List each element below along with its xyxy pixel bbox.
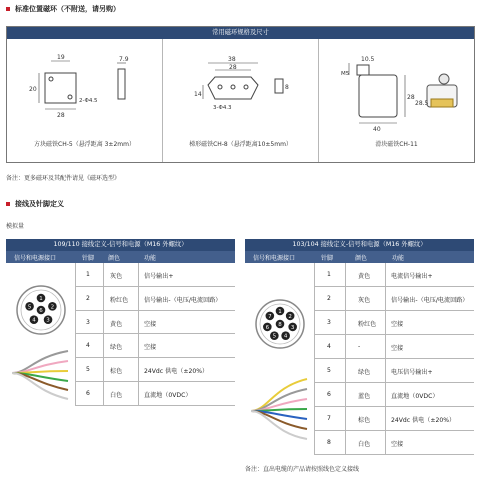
- table-cell-func: 直流地（0VDC）: [144, 391, 192, 399]
- section-title-magnets: [6, 4, 120, 14]
- connector-pin-number: 6: [39, 308, 43, 314]
- cable-wires-icon: [10, 343, 72, 403]
- table-cell-pin: 1: [327, 271, 331, 278]
- section-title-wiring: [6, 199, 64, 209]
- table-cell-pin: 2: [327, 295, 331, 302]
- col-header-function: 功能: [392, 255, 405, 262]
- row-divider: [314, 454, 474, 455]
- table-cell-color: 粉红色: [110, 296, 129, 304]
- col-header-pin: 针脚: [82, 255, 95, 262]
- divider: [75, 263, 76, 406]
- row-divider: [314, 382, 474, 383]
- table-cell-pin: 6: [327, 391, 331, 398]
- table-cell-func: 空接: [391, 345, 404, 352]
- table-cell-pin: 5: [327, 367, 331, 374]
- row-divider: [314, 406, 474, 407]
- connector-pin-number: 2: [288, 313, 292, 320]
- table-cell-color: 黄色: [110, 320, 123, 328]
- row-divider: [75, 405, 235, 406]
- dim-label: 28.5: [415, 100, 429, 107]
- col-header-color: 颜色: [355, 255, 368, 262]
- magnet-ch11-drawing: [319, 39, 474, 139]
- note-magnets: 备注：更多磁环及其配件请见《磁环选型》: [6, 175, 121, 182]
- table-cell-pin: 5: [86, 366, 90, 374]
- table-cell-color: 粉红色: [358, 321, 377, 328]
- table-cell-color: 白色: [358, 441, 371, 448]
- connector-pin-number: 6: [265, 324, 270, 331]
- wiring-table-103-104: [245, 239, 474, 455]
- divider: [385, 263, 386, 455]
- section-marker: [6, 202, 10, 206]
- table-cell-color: 白色: [110, 391, 123, 399]
- table-cell-color: 棕色: [110, 368, 123, 376]
- dim-label: 28: [57, 112, 65, 119]
- section-marker: [6, 7, 10, 11]
- row-divider: [314, 334, 474, 335]
- dim-label: 19: [57, 54, 65, 61]
- connector-pin-number: 8: [278, 322, 282, 328]
- connector-pin-number: 3: [290, 324, 295, 331]
- connector-pin-number: 5: [272, 333, 277, 340]
- table-cell-func: 空接: [391, 321, 404, 328]
- table-title: 103/104 接线定义-信号和电源（M16 外螺纹）: [245, 239, 474, 251]
- magnet-ch11-caption: 滑块磁铁CH-11: [375, 141, 418, 148]
- table-cell-pin: 7: [327, 415, 331, 422]
- table-title: 109/110 接线定义-信号和电源（M16 外螺纹）: [6, 239, 235, 251]
- table-header-row: [245, 251, 474, 263]
- analog-subtitle: 模拟量: [6, 223, 25, 230]
- dim-label: 28: [407, 94, 415, 101]
- divider: [103, 263, 104, 406]
- cable-wires-icon: [249, 371, 311, 451]
- magnet-table-header: 常用磁环规格及尺寸: [7, 27, 474, 39]
- row-divider: [314, 310, 474, 311]
- connector-6pin-icon: [10, 279, 72, 341]
- table-cell-func: 电压信号输出+: [391, 369, 433, 376]
- dim-label: 14: [194, 91, 202, 98]
- connector-8pin-icon: [249, 293, 311, 355]
- row-divider: [314, 358, 474, 359]
- magnet-ch5-caption: 方块磁铁CH-5（悬浮距离 3±2mm）: [34, 141, 135, 148]
- note-cable: 备注：直出电缆的产品请按照线色定义接线: [245, 466, 360, 473]
- table-cell-color: 蓝色: [358, 393, 371, 400]
- row-divider: [75, 357, 235, 358]
- row-divider: [314, 286, 474, 287]
- col-header-color: 颜色: [108, 255, 121, 262]
- divider: [314, 263, 315, 455]
- dim-label: 40: [373, 126, 381, 133]
- col-header-pin: 针脚: [321, 255, 334, 262]
- connector-pin-number: 5: [27, 304, 32, 311]
- table-cell-func: 信号输出-（电压/电流回路）: [144, 296, 222, 304]
- table-cell-pin: 1: [86, 270, 90, 278]
- table-cell-color: -: [358, 343, 361, 350]
- row-divider: [314, 430, 474, 431]
- connector-pin-number: 3: [46, 317, 50, 324]
- dim-label: 10.5: [361, 56, 375, 63]
- table-cell-color: 灰色: [358, 297, 371, 304]
- connector-pin-number: 1: [39, 296, 43, 302]
- dim-label: 3-Φ4.3: [213, 105, 232, 111]
- table-cell-pin: 8: [327, 439, 331, 446]
- magnet-ch8-caption: 梯形磁铁CH-8（悬浮距离10±5mm）: [189, 141, 292, 148]
- divider: [345, 263, 346, 455]
- row-divider: [75, 310, 235, 311]
- table-cell-func: 信号输出-（电压/电流回路）: [391, 297, 469, 304]
- dim-label: 38: [228, 56, 236, 63]
- table-cell-func: 空接: [144, 320, 157, 328]
- dim-label: 20: [29, 86, 37, 93]
- connector-pin-number: 7: [268, 313, 272, 320]
- section-title-text: 接线及针脚定义: [15, 200, 64, 208]
- table-cell-color: 黄色: [358, 273, 371, 280]
- dim-label: 7.9: [119, 56, 129, 63]
- magnet-spec-table: [6, 26, 475, 163]
- dim-label: 28: [229, 64, 237, 71]
- dim-label: 8: [285, 84, 289, 91]
- table-cell-func: 空接: [391, 441, 404, 448]
- table-cell-func: 24Vdc 供电（±20%）: [391, 417, 456, 424]
- row-divider: [75, 286, 235, 287]
- divider: [138, 263, 139, 406]
- table-cell-pin: 6: [86, 389, 90, 397]
- table-cell-func: 直流地（0VDC）: [391, 393, 439, 400]
- row-divider: [75, 381, 235, 382]
- table-cell-func: 信号输出+: [144, 272, 174, 280]
- table-cell-color: 棕色: [358, 417, 371, 424]
- table-header-row: [6, 251, 235, 263]
- table-cell-pin: 2: [86, 294, 90, 302]
- table-cell-func: 空接: [144, 344, 157, 352]
- col-header-interface: 信号和电源接口: [14, 255, 57, 262]
- section-title-text: 标准位置磁环（不附送，请另购）: [15, 5, 120, 13]
- table-cell-color: 绿色: [358, 369, 371, 376]
- table-cell-pin: 3: [86, 318, 90, 326]
- connector-pin-number: 4: [283, 333, 288, 340]
- wiring-table-109-110: [6, 239, 235, 406]
- table-cell-color: 灰色: [110, 272, 123, 280]
- col-header-function: 功能: [144, 255, 157, 262]
- connector-pin-number: 2: [50, 304, 55, 311]
- dim-label: 2-Φ4.5: [79, 98, 98, 104]
- magnet-ch5-drawing: [7, 39, 162, 139]
- connector-pin-number: 4: [32, 317, 36, 324]
- connector-pin-number: 1: [278, 309, 282, 315]
- col-header-interface: 信号和电源接口: [253, 255, 296, 262]
- table-cell-pin: 3: [327, 319, 331, 326]
- table-cell-pin: 4: [327, 343, 331, 350]
- magnet-ch8-drawing: [163, 39, 318, 139]
- dim-label: M5: [341, 71, 350, 77]
- row-divider: [75, 333, 235, 334]
- table-cell-pin: 4: [86, 342, 90, 350]
- table-cell-color: 绿色: [110, 344, 123, 352]
- table-cell-func: 24Vdc 供电（±20%）: [144, 368, 209, 376]
- table-cell-func: 电流信号输出+: [391, 273, 433, 280]
